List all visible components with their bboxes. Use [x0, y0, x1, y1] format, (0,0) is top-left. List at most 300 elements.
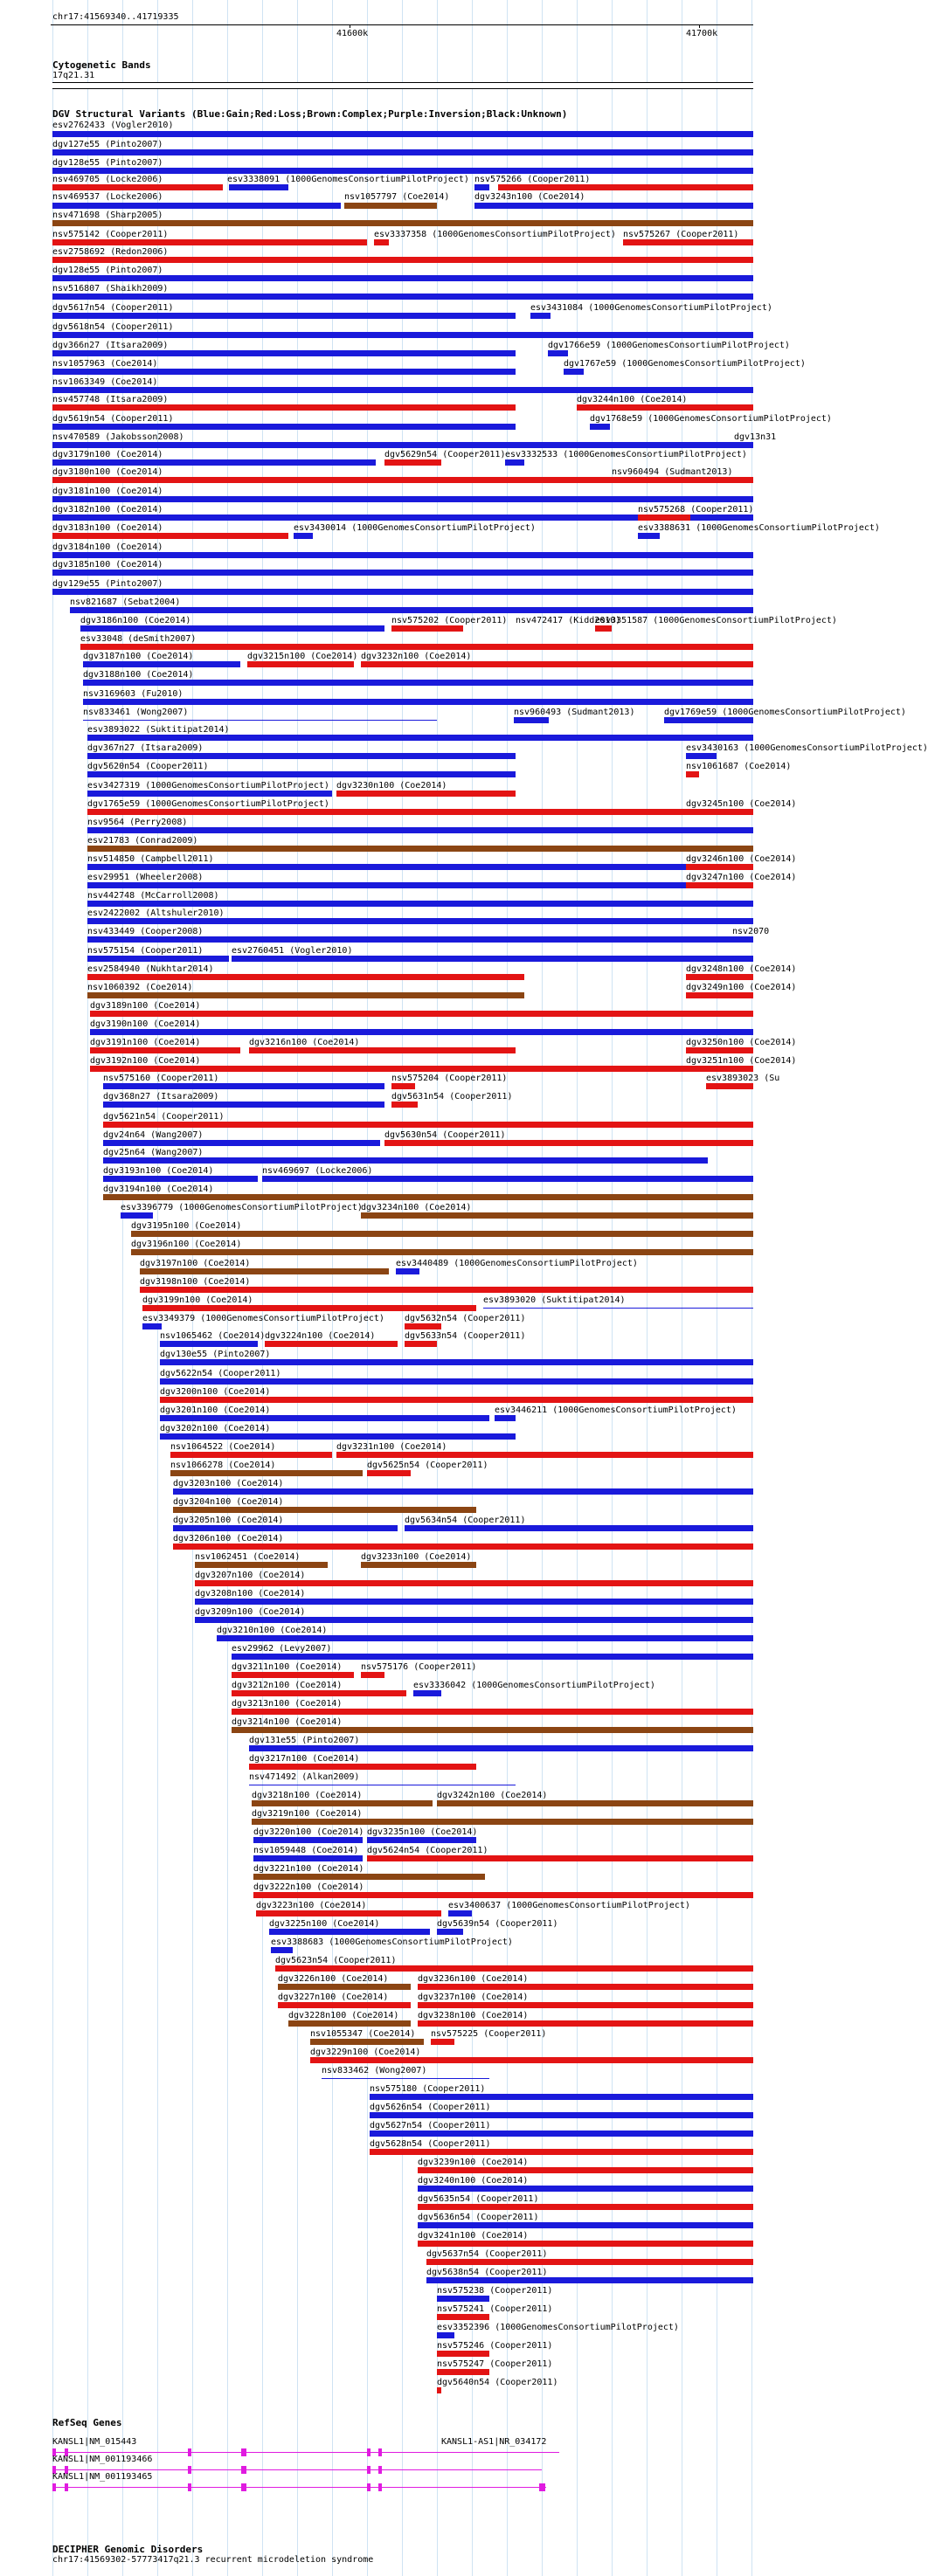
dgv-variant-label[interactable]: nsv469537 (Locke2006) [52, 192, 163, 202]
dgv-variant-label[interactable]: dgv3187n100 (Coe2014) [83, 652, 194, 661]
dgv-variant-bar[interactable] [52, 570, 753, 576]
dgv-variant-bar[interactable] [370, 2149, 753, 2155]
dgv-variant-bar[interactable] [686, 753, 717, 759]
dgv-variant-label[interactable]: nsv833461 (Wong2007) [83, 708, 189, 717]
dgv-variant-label[interactable]: esv29951 (Wheeler2008) [87, 873, 204, 882]
dgv-variant-bar[interactable] [170, 1470, 363, 1476]
dgv-variant-label[interactable]: dgv3218n100 (Coe2014) [252, 1791, 363, 1800]
dgv-variant-label[interactable]: dgv3209n100 (Coe2014) [195, 1607, 306, 1617]
dgv-variant-label[interactable]: dgv3180n100 (Coe2014) [52, 467, 163, 477]
dgv-variant-label[interactable]: nsv1063349 (Coe2014) [52, 377, 158, 387]
dgv-variant-label[interactable]: esv3446211 (1000GenomesConsortiumPilotProject) [495, 1405, 737, 1415]
dgv-variant-line[interactable] [322, 2078, 489, 2079]
dgv-variant-label[interactable]: dgv3185n100 (Coe2014) [52, 560, 163, 570]
refseq-gene-label[interactable]: KANSL1-AS1|NR_034172 [441, 2437, 547, 2447]
dgv-variant-bar[interactable] [87, 974, 524, 980]
dgv-variant-label[interactable]: nsv1059448 (Coe2014) [253, 1846, 359, 1855]
dgv-variant-label[interactable]: dgv3214n100 (Coe2014) [232, 1717, 343, 1727]
dgv-variant-label[interactable]: dgv5618n54 (Cooper2011) [52, 322, 174, 332]
dgv-variant-bar[interactable] [90, 1047, 240, 1053]
dgv-variant-bar[interactable] [367, 1837, 476, 1843]
dgv-variant-bar[interactable] [52, 404, 516, 411]
dgv-variant-label[interactable]: nsv1062451 (Coe2014) [195, 1552, 301, 1562]
dgv-variant-bar[interactable] [294, 533, 313, 539]
dgv-variant-bar[interactable] [418, 2204, 753, 2210]
dgv-variant-label[interactable]: esv29962 (Levy2007) [232, 1644, 332, 1654]
dgv-variant-label[interactable]: dgv3188n100 (Coe2014) [83, 670, 194, 680]
dgv-variant-bar[interactable] [52, 168, 753, 174]
dgv-variant-bar[interactable] [87, 753, 516, 759]
dgv-variant-label[interactable]: nsv575267 (Cooper2011) [623, 230, 739, 239]
dgv-variant-label[interactable]: dgv5619n54 (Cooper2011) [52, 414, 174, 424]
dgv-variant-bar[interactable] [623, 239, 753, 245]
dgv-variant-line[interactable] [483, 1308, 753, 1309]
dgv-variant-bar[interactable] [437, 2369, 489, 2375]
dgv-variant-label[interactable]: dgv3235n100 (Coe2014) [367, 1827, 478, 1837]
dgv-variant-label[interactable]: dgv366n27 (Itsara2009) [52, 341, 169, 350]
dgv-variant-bar[interactable] [232, 1690, 406, 1696]
dgv-variant-bar[interactable] [52, 275, 753, 281]
dgv-variant-bar[interactable] [83, 699, 753, 705]
refseq-gene-label[interactable]: KANSL1|NM_001193465 [52, 2472, 153, 2482]
dgv-variant-label[interactable]: dgv3203n100 (Coe2014) [173, 1479, 284, 1488]
dgv-variant-bar[interactable] [361, 1562, 476, 1568]
dgv-variant-bar[interactable] [396, 1268, 419, 1274]
dgv-variant-label[interactable]: dgv3223n100 (Coe2014) [256, 1901, 367, 1910]
dgv-variant-bar[interactable] [170, 1452, 332, 1458]
dgv-variant-label[interactable]: dgv3199n100 (Coe2014) [142, 1295, 253, 1305]
dgv-variant-label[interactable]: dgv3202n100 (Coe2014) [160, 1424, 271, 1433]
dgv-variant-label[interactable]: dgv3221n100 (Coe2014) [253, 1864, 364, 1874]
dgv-variant-label[interactable]: dgv3247n100 (Coe2014) [686, 873, 797, 882]
dgv-variant-bar[interactable] [140, 1268, 389, 1274]
dgv-variant-label[interactable]: nsv575238 (Cooper2011) [437, 2286, 553, 2296]
dgv-variant-label[interactable]: dgv3204n100 (Coe2014) [173, 1497, 284, 1507]
dgv-variant-label[interactable]: dgv3245n100 (Coe2014) [686, 799, 797, 809]
dgv-variant-label[interactable]: dgv3194n100 (Coe2014) [103, 1184, 214, 1194]
dgv-variant-bar[interactable] [87, 918, 753, 924]
dgv-variant-label[interactable]: nsv575247 (Cooper2011) [437, 2359, 553, 2369]
dgv-variant-label[interactable]: nsv575202 (Cooper2011) [391, 616, 508, 625]
decipher-entry[interactable]: chr17:41569302-57773417q21.3 recurrent microdeletion syndrome [52, 2555, 374, 2565]
dgv-variant-label[interactable]: nsv1065462 (Coe2014) [160, 1331, 266, 1341]
dgv-variant-bar[interactable] [103, 1122, 753, 1128]
dgv-variant-bar[interactable] [361, 1212, 753, 1219]
dgv-variant-bar[interactable] [514, 717, 549, 723]
dgv-variant-label[interactable]: dgv5625n54 (Cooper2011) [367, 1461, 488, 1470]
dgv-variant-bar[interactable] [437, 2296, 489, 2302]
dgv-variant-bar[interactable] [498, 184, 753, 190]
dgv-variant-label[interactable]: dgv3191n100 (Coe2014) [90, 1038, 201, 1047]
dgv-variant-label[interactable]: dgv5636n54 (Cooper2011) [418, 2213, 539, 2222]
dgv-variant-bar[interactable] [638, 533, 660, 539]
dgv-variant-label[interactable]: dgv5634n54 (Cooper2011) [405, 1516, 526, 1525]
dgv-variant-label[interactable]: dgv3196n100 (Coe2014) [131, 1240, 242, 1249]
dgv-variant-label[interactable]: esv2760451 (Vogler2010) [232, 946, 353, 956]
dgv-variant-bar[interactable] [418, 2020, 753, 2027]
dgv-variant-bar[interactable] [173, 1525, 398, 1531]
dgv-variant-label[interactable]: dgv130e55 (Pinto2007) [160, 1350, 271, 1359]
dgv-variant-bar[interactable] [418, 2002, 753, 2008]
dgv-variant-bar[interactable] [530, 313, 551, 319]
dgv-variant-label[interactable]: dgv3213n100 (Coe2014) [232, 1699, 343, 1709]
dgv-variant-label[interactable]: dgv3225n100 (Coe2014) [269, 1919, 380, 1929]
dgv-variant-bar[interactable] [232, 1709, 753, 1715]
dgv-variant-bar[interactable] [229, 184, 288, 190]
dgv-variant-label[interactable]: esv3893023 (Su [706, 1074, 780, 1083]
dgv-variant-label[interactable]: nsv575180 (Cooper2011) [370, 2084, 486, 2094]
dgv-variant-bar[interactable] [87, 936, 753, 943]
dgv-variant-bar[interactable] [418, 2241, 753, 2247]
dgv-variant-bar[interactable] [173, 1507, 476, 1513]
dgv-variant-bar[interactable] [437, 1800, 753, 1806]
dgv-variant-label[interactable]: nsv575160 (Cooper2011) [103, 1074, 219, 1083]
dgv-variant-bar[interactable] [52, 294, 753, 300]
dgv-variant-bar[interactable] [131, 1249, 753, 1255]
dgv-variant-label[interactable]: esv3349379 (1000GenomesConsortiumPilotProject) [142, 1314, 384, 1323]
dgv-variant-bar[interactable] [437, 2387, 441, 2393]
dgv-variant-bar[interactable] [253, 1855, 363, 1861]
dgv-variant-bar[interactable] [87, 735, 753, 741]
dgv-variant-bar[interactable] [160, 1433, 516, 1440]
dgv-variant-label[interactable]: dgv3201n100 (Coe2014) [160, 1405, 271, 1415]
dgv-variant-bar[interactable] [405, 1341, 437, 1347]
dgv-variant-bar[interactable] [686, 992, 753, 998]
dgv-variant-bar[interactable] [247, 661, 354, 667]
dgv-variant-bar[interactable] [80, 644, 753, 650]
dgv-variant-bar[interactable] [391, 1083, 415, 1089]
dgv-variant-bar[interactable] [564, 369, 584, 375]
dgv-variant-bar[interactable] [90, 1029, 753, 1035]
dgv-variant-label[interactable]: dgv5621n54 (Cooper2011) [103, 1112, 225, 1122]
dgv-variant-label[interactable]: nsv472417 (Kidd2010) [516, 616, 621, 625]
dgv-variant-bar[interactable] [418, 2167, 753, 2173]
dgv-variant-label[interactable]: dgv3246n100 (Coe2014) [686, 854, 797, 864]
dgv-variant-label[interactable]: dgv3232n100 (Coe2014) [361, 652, 472, 661]
dgv-variant-bar[interactable] [437, 2332, 454, 2338]
dgv-variant-bar[interactable] [384, 1140, 753, 1146]
dgv-variant-label[interactable]: dgv3207n100 (Coe2014) [195, 1571, 306, 1580]
dgv-variant-bar[interactable] [367, 1855, 753, 1861]
dgv-variant-bar[interactable] [103, 1140, 380, 1146]
dgv-variant-bar[interactable] [686, 864, 753, 870]
dgv-variant-bar[interactable] [437, 2351, 489, 2357]
dgv-variant-label[interactable]: esv3427319 (1000GenomesConsortiumPilotProject) [87, 781, 329, 791]
dgv-variant-label[interactable]: dgv3227n100 (Coe2014) [278, 1992, 389, 2002]
dgv-variant-label[interactable]: dgv3198n100 (Coe2014) [140, 1277, 251, 1287]
dgv-variant-bar[interactable] [87, 771, 516, 777]
dgv-variant-label[interactable]: nsv1057963 (Coe2014) [52, 359, 158, 369]
dgv-variant-bar[interactable] [90, 1066, 753, 1072]
dgv-variant-bar[interactable] [52, 477, 753, 483]
dgv-variant-label[interactable]: nsv575268 (Cooper2011) [638, 505, 754, 515]
dgv-variant-label[interactable]: dgv5627n54 (Cooper2011) [370, 2121, 491, 2131]
dgv-variant-bar[interactable] [374, 239, 389, 245]
dgv-variant-label[interactable]: dgv3237n100 (Coe2014) [418, 1992, 529, 2002]
dgv-variant-bar[interactable] [278, 2002, 411, 2008]
cytoband-bar[interactable] [52, 82, 753, 89]
dgv-variant-label[interactable]: dgv3182n100 (Coe2014) [52, 505, 163, 515]
dgv-variant-label[interactable]: nsv575225 (Cooper2011) [431, 2029, 547, 2039]
dgv-variant-bar[interactable] [437, 2314, 489, 2320]
dgv-variant-label[interactable]: dgv1765e59 (1000GenomesConsortiumPilotProject) [87, 799, 329, 809]
dgv-variant-label[interactable]: dgv3231n100 (Coe2014) [336, 1442, 447, 1452]
dgv-variant-bar[interactable] [253, 1837, 363, 1843]
dgv-variant-label[interactable]: nsv2070 [732, 927, 770, 936]
dgv-variant-label[interactable]: dgv3181n100 (Coe2014) [52, 487, 163, 496]
dgv-variant-bar[interactable] [232, 1654, 753, 1660]
dgv-variant-label[interactable]: esv3338091 (1000GenomesConsortiumPilotProject) [227, 175, 469, 184]
dgv-variant-bar[interactable] [686, 882, 753, 888]
dgv-variant-label[interactable]: dgv3241n100 (Coe2014) [418, 2231, 529, 2241]
dgv-variant-label[interactable]: dgv3206n100 (Coe2014) [173, 1534, 284, 1544]
dgv-variant-label[interactable]: nsv469697 (Locke2006) [262, 1166, 373, 1176]
dgv-variant-bar[interactable] [195, 1562, 328, 1568]
dgv-variant-bar[interactable] [83, 661, 240, 667]
dgv-variant-bar[interactable] [52, 239, 367, 245]
dgv-variant-bar[interactable] [173, 1488, 753, 1495]
dgv-variant-label[interactable]: dgv5640n54 (Cooper2011) [437, 2378, 558, 2387]
dgv-variant-label[interactable]: esv3337358 (1000GenomesConsortiumPilotProject) [374, 230, 616, 239]
dgv-variant-bar[interactable] [87, 882, 753, 888]
dgv-variant-label[interactable]: nsv821687 (Sebat2004) [70, 597, 181, 607]
dgv-variant-label[interactable]: esv3332533 (1000GenomesConsortiumPilotProject) [505, 450, 747, 459]
dgv-variant-label[interactable]: dgv5626n54 (Cooper2011) [370, 2103, 491, 2112]
dgv-variant-bar[interactable] [131, 1231, 753, 1237]
dgv-variant-label[interactable]: dgv3233n100 (Coe2014) [361, 1552, 472, 1562]
dgv-variant-bar[interactable] [52, 369, 516, 375]
dgv-variant-label[interactable]: esv3352396 (1000GenomesConsortiumPilotProject) [437, 2323, 679, 2332]
dgv-variant-bar[interactable] [288, 2020, 411, 2027]
dgv-variant-bar[interactable] [253, 1874, 485, 1880]
dgv-variant-label[interactable]: nsv1064522 (Coe2014) [170, 1442, 276, 1452]
dgv-variant-label[interactable]: dgv1766e59 (1000GenomesConsortiumPilotProject) [548, 341, 790, 350]
dgv-variant-bar[interactable] [310, 2039, 424, 2045]
dgv-variant-label[interactable]: dgv1768e59 (1000GenomesConsortiumPilotProject) [590, 414, 832, 424]
dgv-variant-bar[interactable] [686, 809, 753, 815]
dgv-variant-label[interactable]: dgv25n64 (Wang2007) [103, 1148, 204, 1157]
dgv-variant-label[interactable]: dgv3215n100 (Coe2014) [247, 652, 358, 661]
dgv-variant-label[interactable]: dgv3192n100 (Coe2014) [90, 1056, 201, 1066]
dgv-variant-bar[interactable] [52, 496, 753, 502]
dgv-variant-bar[interactable] [52, 589, 753, 595]
dgv-variant-label[interactable]: dgv5623n54 (Cooper2011) [275, 1956, 397, 1965]
dgv-variant-bar[interactable] [87, 992, 524, 998]
dgv-variant-label[interactable]: dgv3183n100 (Coe2014) [52, 523, 163, 533]
dgv-variant-label[interactable]: dgv5639n54 (Cooper2011) [437, 1919, 558, 1929]
dgv-variant-label[interactable]: esv3430014 (1000GenomesConsortiumPilotProject) [294, 523, 536, 533]
dgv-variant-bar[interactable] [52, 387, 753, 393]
dgv-variant-bar[interactable] [160, 1415, 489, 1421]
dgv-variant-label[interactable]: dgv3222n100 (Coe2014) [253, 1882, 364, 1892]
dgv-variant-label[interactable]: dgv3220n100 (Coe2014) [253, 1827, 364, 1837]
dgv-variant-label[interactable]: dgv3219n100 (Coe2014) [252, 1809, 363, 1819]
dgv-variant-bar[interactable] [87, 864, 753, 870]
dgv-variant-label[interactable]: nsv514850 (Campbell2011) [87, 854, 214, 864]
dgv-variant-bar[interactable] [217, 1635, 753, 1641]
dgv-variant-label[interactable]: dgv3193n100 (Coe2014) [103, 1166, 214, 1176]
dgv-variant-label[interactable]: dgv3228n100 (Coe2014) [288, 2011, 399, 2020]
dgv-variant-label[interactable]: dgv5617n54 (Cooper2011) [52, 303, 174, 313]
dgv-variant-label[interactable]: esv3430163 (1000GenomesConsortiumPilotProject) [686, 743, 928, 753]
dgv-variant-label[interactable]: esv3396779 (1000GenomesConsortiumPilotProject) [121, 1203, 363, 1212]
dgv-variant-label[interactable]: dgv3210n100 (Coe2014) [217, 1626, 328, 1635]
dgv-variant-label[interactable]: esv3893022 (Suktitipat2014) [87, 725, 230, 735]
dgv-variant-bar[interactable] [103, 1176, 258, 1182]
refseq-gene-intron-line[interactable] [441, 2452, 559, 2453]
dgv-variant-bar[interactable] [52, 350, 516, 356]
dgv-variant-bar[interactable] [577, 404, 753, 411]
dgv-variant-bar[interactable] [686, 771, 699, 777]
dgv-variant-bar[interactable] [52, 131, 753, 137]
dgv-variant-line[interactable] [83, 720, 437, 721]
dgv-variant-label[interactable]: nsv469705 (Locke2006) [52, 175, 163, 184]
dgv-variant-bar[interactable] [52, 184, 223, 190]
dgv-variant-bar[interactable] [87, 827, 753, 833]
dgv-variant-label[interactable]: dgv5622n54 (Cooper2011) [160, 1369, 281, 1378]
dgv-variant-bar[interactable] [103, 1194, 753, 1200]
dgv-variant-label[interactable]: dgv3229n100 (Coe2014) [310, 2048, 421, 2057]
dgv-variant-bar[interactable] [87, 791, 332, 797]
dgv-variant-bar[interactable] [52, 332, 753, 338]
dgv-variant-bar[interactable] [418, 1984, 753, 1990]
dgv-variant-bar[interactable] [52, 533, 288, 539]
dgv-variant-bar[interactable] [103, 1083, 384, 1089]
dgv-variant-label[interactable]: dgv3226n100 (Coe2014) [278, 1974, 389, 1984]
dgv-variant-label[interactable]: dgv5620n54 (Cooper2011) [87, 762, 209, 771]
dgv-variant-bar[interactable] [252, 1800, 433, 1806]
dgv-variant-bar[interactable] [160, 1359, 753, 1365]
dgv-variant-label[interactable]: dgv3195n100 (Coe2014) [131, 1221, 242, 1231]
dgv-variant-bar[interactable] [195, 1599, 753, 1605]
dgv-variant-bar[interactable] [253, 1892, 753, 1898]
dgv-variant-bar[interactable] [275, 1965, 753, 1972]
dgv-variant-label[interactable]: dgv3208n100 (Coe2014) [195, 1589, 306, 1599]
dgv-variant-label[interactable]: dgv3200n100 (Coe2014) [160, 1387, 271, 1397]
dgv-variant-label[interactable]: dgv3239n100 (Coe2014) [418, 2158, 529, 2167]
dgv-variant-label[interactable]: esv3336042 (1000GenomesConsortiumPilotProject) [413, 1681, 655, 1690]
refseq-gene-intron-line[interactable] [52, 2452, 446, 2453]
dgv-variant-bar[interactable] [405, 1323, 441, 1329]
dgv-variant-label[interactable]: nsv833462 (Wong2007) [322, 2066, 427, 2075]
dgv-variant-label[interactable]: dgv5633n54 (Cooper2011) [405, 1331, 526, 1341]
dgv-variant-label[interactable]: dgv5637n54 (Cooper2011) [426, 2249, 548, 2259]
dgv-variant-bar[interactable] [367, 1470, 411, 1476]
dgv-variant-label[interactable]: esv21783 (Conrad2009) [87, 836, 198, 846]
dgv-variant-bar[interactable] [52, 149, 753, 155]
dgv-variant-bar[interactable] [195, 1580, 753, 1586]
dgv-variant-label[interactable]: esv3388683 (1000GenomesConsortiumPilotProject) [271, 1937, 513, 1947]
dgv-variant-bar[interactable] [160, 1341, 258, 1347]
dgv-variant-label[interactable]: esv2584940 (Nukhtar2014) [87, 964, 214, 974]
dgv-variant-label[interactable]: esv3431084 (1000GenomesConsortiumPilotProject) [530, 303, 772, 313]
dgv-variant-label[interactable]: dgv3197n100 (Coe2014) [140, 1259, 251, 1268]
dgv-variant-label[interactable]: esv2762433 (Vogler2010) [52, 121, 174, 130]
dgv-variant-bar[interactable] [52, 459, 376, 466]
dgv-variant-label[interactable]: dgv3189n100 (Coe2014) [90, 1001, 201, 1011]
dgv-variant-label[interactable]: esv3893020 (Suktitipat2014) [483, 1295, 626, 1305]
dgv-variant-bar[interactable] [686, 974, 753, 980]
dgv-variant-label[interactable]: esv3388631 (1000GenomesConsortiumPilotProject) [638, 523, 880, 533]
refseq-gene-label[interactable]: KANSL1|NM_001193466 [52, 2455, 153, 2464]
dgv-variant-label[interactable]: nsv1061687 (Coe2014) [686, 762, 792, 771]
dgv-variant-bar[interactable] [413, 1690, 441, 1696]
dgv-variant-bar[interactable] [590, 424, 610, 430]
dgv-variant-label[interactable]: nsv960494 (Sudmant2013) [612, 467, 733, 477]
dgv-variant-label[interactable]: dgv128e55 (Pinto2007) [52, 266, 163, 275]
dgv-variant-label[interactable]: esv3440489 (1000GenomesConsortiumPilotProject) [396, 1259, 638, 1268]
dgv-variant-label[interactable]: dgv3244n100 (Coe2014) [577, 395, 688, 404]
dgv-variant-label[interactable]: dgv5628n54 (Cooper2011) [370, 2139, 491, 2149]
dgv-variant-label[interactable]: nsv516807 (Shaikh2009) [52, 284, 169, 294]
dgv-variant-label[interactable]: dgv129e55 (Pinto2007) [52, 579, 163, 589]
dgv-variant-bar[interactable] [160, 1378, 753, 1385]
dgv-variant-label[interactable]: dgv131e55 (Pinto2007) [249, 1736, 360, 1745]
dgv-variant-bar[interactable] [52, 220, 753, 226]
dgv-variant-bar[interactable] [418, 2222, 753, 2228]
dgv-variant-label[interactable]: dgv3179n100 (Coe2014) [52, 450, 163, 459]
dgv-variant-label[interactable]: nsv470589 (Jakobsson2008) [52, 432, 184, 442]
dgv-variant-label[interactable]: esv3400637 (1000GenomesConsortiumPilotProject) [448, 1901, 690, 1910]
dgv-variant-label[interactable]: nsv960493 (Sudmant2013) [514, 708, 635, 717]
dgv-variant-bar[interactable] [142, 1323, 162, 1329]
dgv-variant-bar[interactable] [83, 680, 753, 686]
dgv-variant-label[interactable]: dgv127e55 (Pinto2007) [52, 140, 163, 149]
dgv-variant-label[interactable]: nsv575142 (Cooper2011) [52, 230, 169, 239]
dgv-variant-label[interactable]: dgv3190n100 (Coe2014) [90, 1019, 201, 1029]
dgv-variant-label[interactable]: dgv3205n100 (Coe2014) [173, 1516, 284, 1525]
dgv-variant-bar[interactable] [495, 1415, 516, 1421]
dgv-variant-bar[interactable] [426, 2277, 753, 2283]
dgv-variant-bar[interactable] [548, 350, 568, 356]
dgv-variant-label[interactable]: dgv3238n100 (Coe2014) [418, 2011, 529, 2020]
dgv-variant-label[interactable]: dgv5638n54 (Cooper2011) [426, 2268, 548, 2277]
dgv-variant-bar[interactable] [361, 1672, 384, 1678]
dgv-variant-label[interactable]: dgv5635n54 (Cooper2011) [418, 2194, 539, 2204]
dgv-variant-bar[interactable] [391, 625, 463, 632]
dgv-variant-label[interactable]: nsv442748 (McCarroll2008) [87, 891, 219, 901]
dgv-variant-bar[interactable] [706, 1083, 753, 1089]
dgv-variant-label[interactable]: nsv575204 (Cooper2011) [391, 1074, 508, 1083]
dgv-variant-label[interactable]: dgv3184n100 (Coe2014) [52, 542, 163, 552]
dgv-variant-bar[interactable] [361, 661, 753, 667]
dgv-variant-label[interactable]: dgv3230n100 (Coe2014) [336, 781, 447, 791]
dgv-variant-label[interactable]: dgv3234n100 (Coe2014) [361, 1203, 472, 1212]
dgv-variant-label[interactable]: dgv5624n54 (Cooper2011) [367, 1846, 488, 1855]
dgv-variant-bar[interactable] [271, 1947, 293, 1953]
dgv-variant-label[interactable]: dgv3243n100 (Coe2014) [474, 192, 585, 202]
dgv-variant-label[interactable]: dgv1767e59 (1000GenomesConsortiumPilotProject) [564, 359, 806, 369]
dgv-variant-bar[interactable] [142, 1305, 476, 1311]
dgv-variant-bar[interactable] [505, 459, 524, 466]
dgv-variant-bar[interactable] [405, 1525, 753, 1531]
dgv-variant-bar[interactable] [232, 1727, 753, 1733]
dgv-variant-label[interactable]: dgv24n64 (Wang2007) [103, 1130, 204, 1140]
dgv-variant-label[interactable]: dgv3242n100 (Coe2014) [437, 1791, 548, 1800]
dgv-variant-bar[interactable] [418, 2186, 753, 2192]
dgv-variant-label[interactable]: dgv3248n100 (Coe2014) [686, 964, 797, 974]
dgv-variant-label[interactable]: nsv1060392 (Coe2014) [87, 983, 193, 992]
dgv-variant-label[interactable]: dgv1769e59 (1000GenomesConsortiumPilotProject) [664, 708, 906, 717]
dgv-variant-label[interactable]: nsv575266 (Cooper2011) [474, 175, 591, 184]
dgv-variant-bar[interactable] [52, 313, 516, 319]
dgv-variant-bar[interactable] [370, 2131, 753, 2137]
dgv-variant-bar[interactable] [391, 1102, 418, 1108]
dgv-variant-bar[interactable] [52, 203, 341, 209]
dgv-variant-bar[interactable] [269, 1929, 430, 1935]
dgv-variant-bar[interactable] [344, 203, 437, 209]
dgv-variant-label[interactable]: dgv368n27 (Itsara2009) [103, 1092, 219, 1102]
